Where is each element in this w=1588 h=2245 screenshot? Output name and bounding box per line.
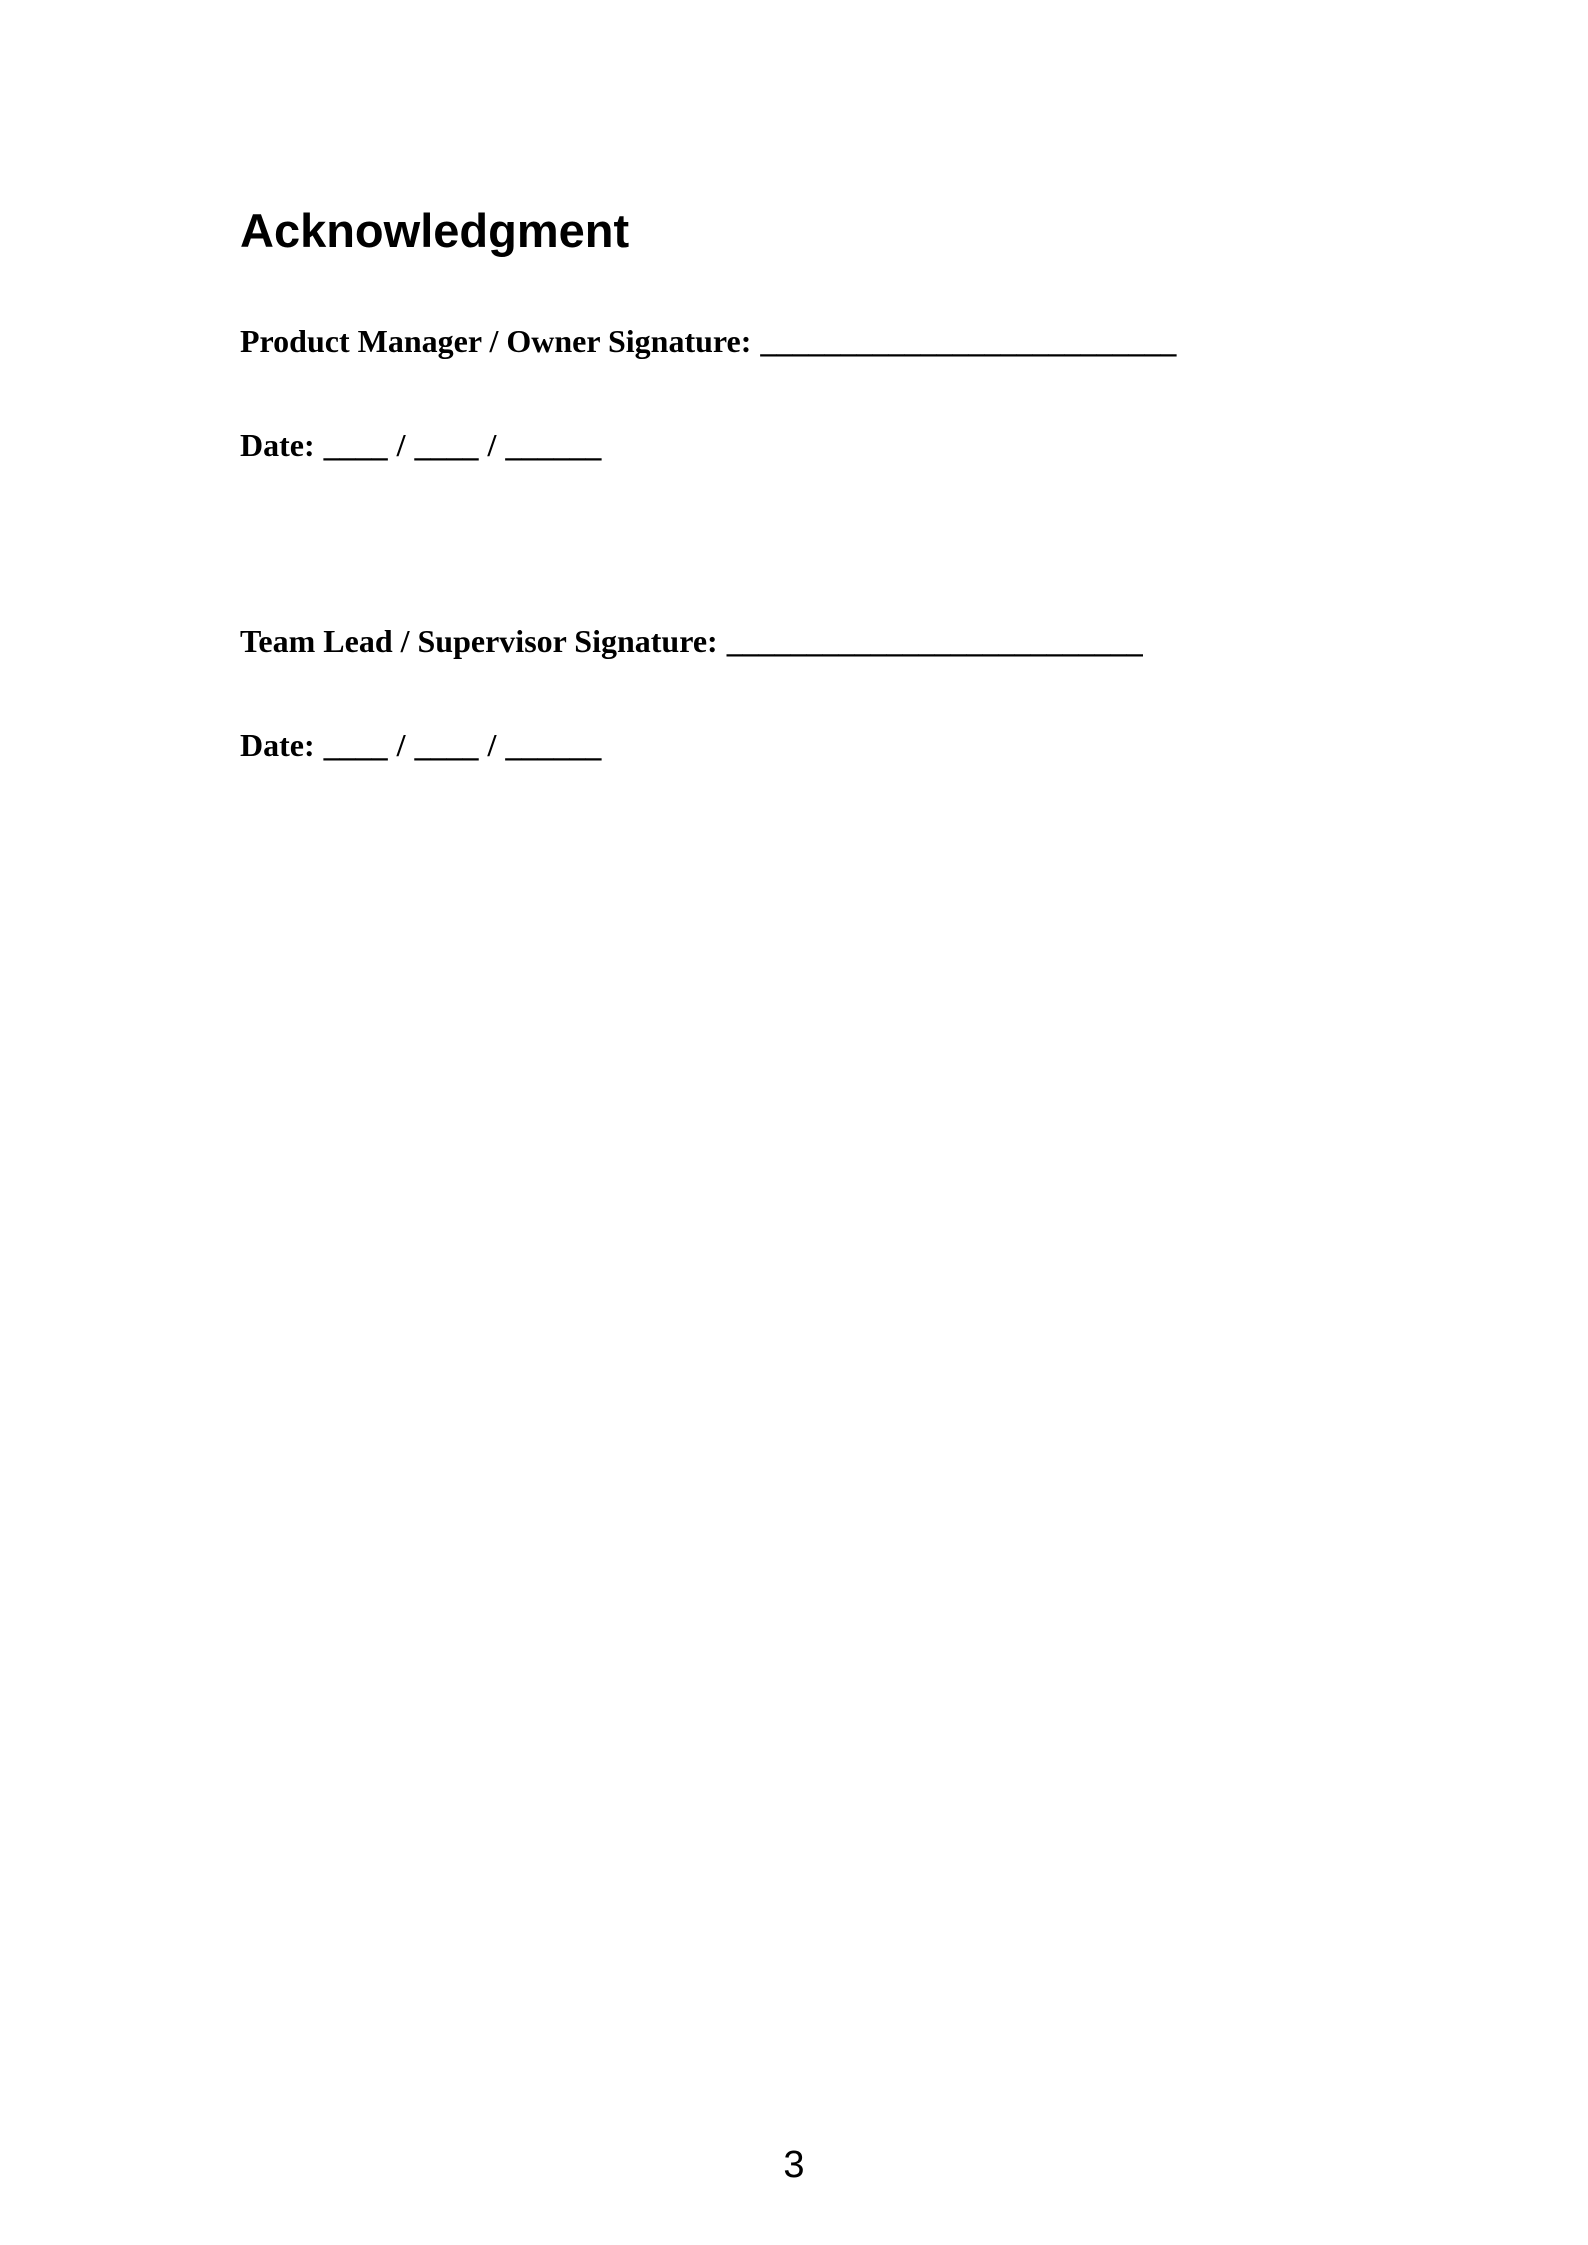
date-separator: / (487, 727, 497, 763)
date-line (240, 727, 1348, 764)
date-label: Date: (240, 427, 315, 463)
date-blank-field-3[interactable]: ______ (505, 427, 602, 463)
signature-label: Team Lead / Supervisor Signature: (240, 623, 718, 659)
signature-line (240, 323, 1348, 360)
acknowledgment-section-product-manager (240, 323, 1348, 464)
date-separator: / (396, 727, 406, 763)
date-blank-field-2[interactable]: ____ (414, 727, 479, 763)
date-separator: / (487, 427, 497, 463)
date-blank-field-2[interactable]: ____ (414, 427, 479, 463)
signature-blank-field[interactable]: __________________________ (726, 623, 1143, 659)
date-blank-field-3[interactable]: ______ (505, 727, 602, 763)
page-title: Acknowledgment (240, 204, 630, 257)
date-blank-field-1[interactable]: ____ (323, 427, 388, 463)
signature-label: Product Manager / Owner Signature: (240, 323, 752, 359)
date-separator: / (396, 427, 406, 463)
signature-line (240, 623, 1348, 660)
page-number: 3 (783, 2144, 805, 2186)
signature-blank-field[interactable]: __________________________ (760, 323, 1177, 359)
date-line (240, 427, 1348, 464)
acknowledgment-section-team-lead (240, 623, 1348, 764)
date-blank-field-1[interactable]: ____ (323, 727, 388, 763)
date-label: Date: (240, 727, 315, 763)
